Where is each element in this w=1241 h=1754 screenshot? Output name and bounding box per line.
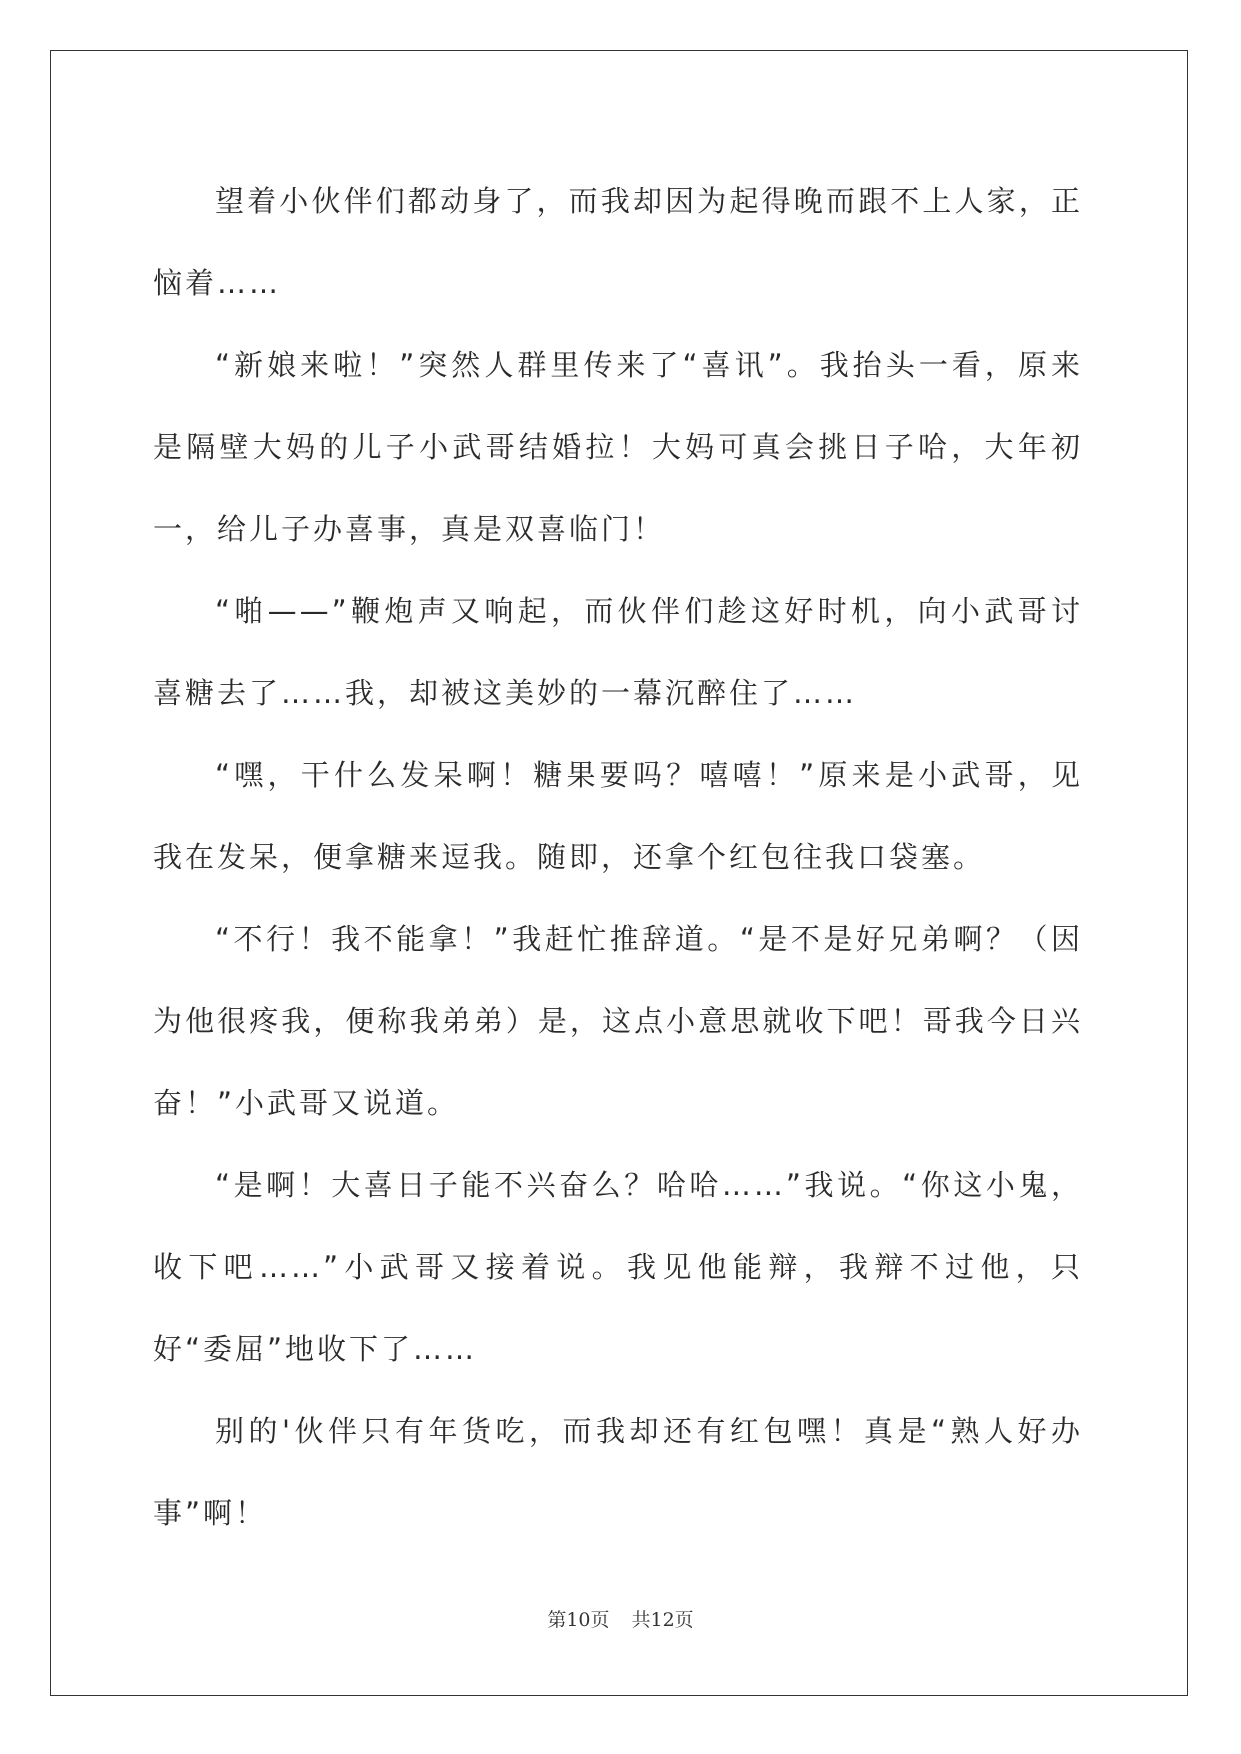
paragraph: “是啊！大喜日子能不兴奋么？哈哈……”我说。“你这小鬼，收下吧……”小武哥又接着说。我见他能辩，我辩不过他，只好“委屈”地收下了……: [153, 1168, 1083, 1366]
paragraph: “嘿，干什么发呆啊！糖果要吗？嘻嘻！”原来是小武哥，见我在发呆，便拿糖来逗我。随即，还拿个红包往我口袋塞。: [153, 758, 1083, 874]
page-total: 共12页: [631, 1609, 694, 1631]
page-number: 第10页: [547, 1609, 610, 1631]
paragraph: “不行！我不能拿！”我赶忙推辞道。“是不是好兄弟啊？（因为他很疼我，便称我弟弟）是，这点小意思就收下吧！哥我今日兴奋！”小武哥又说道。: [153, 922, 1083, 1120]
page-footer: [0, 1605, 1241, 1632]
paragraph: “啪——”鞭炮声又响起，而伙伴们趁这好时机，向小武哥讨喜糖去了……我，却被这美妙的一幕沉醉住了……: [153, 594, 1083, 710]
paragraph: 别的'伙伴只有年货吃，而我却还有红包嘿！真是“熟人好办事”啊！: [153, 1414, 1083, 1530]
paragraph: 望着小伙伴们都动身了，而我却因为起得晚而跟不上人家，正恼着……: [153, 184, 1083, 300]
document-body: [153, 160, 1083, 1554]
paragraph: “新娘来啦！”突然人群里传来了“喜讯”。我抬头一看，原来是隔壁大妈的儿子小武哥结婚拉！大妈可真会挑日子哈，大年初一，给儿子办喜事，真是双喜临门！: [153, 348, 1083, 546]
